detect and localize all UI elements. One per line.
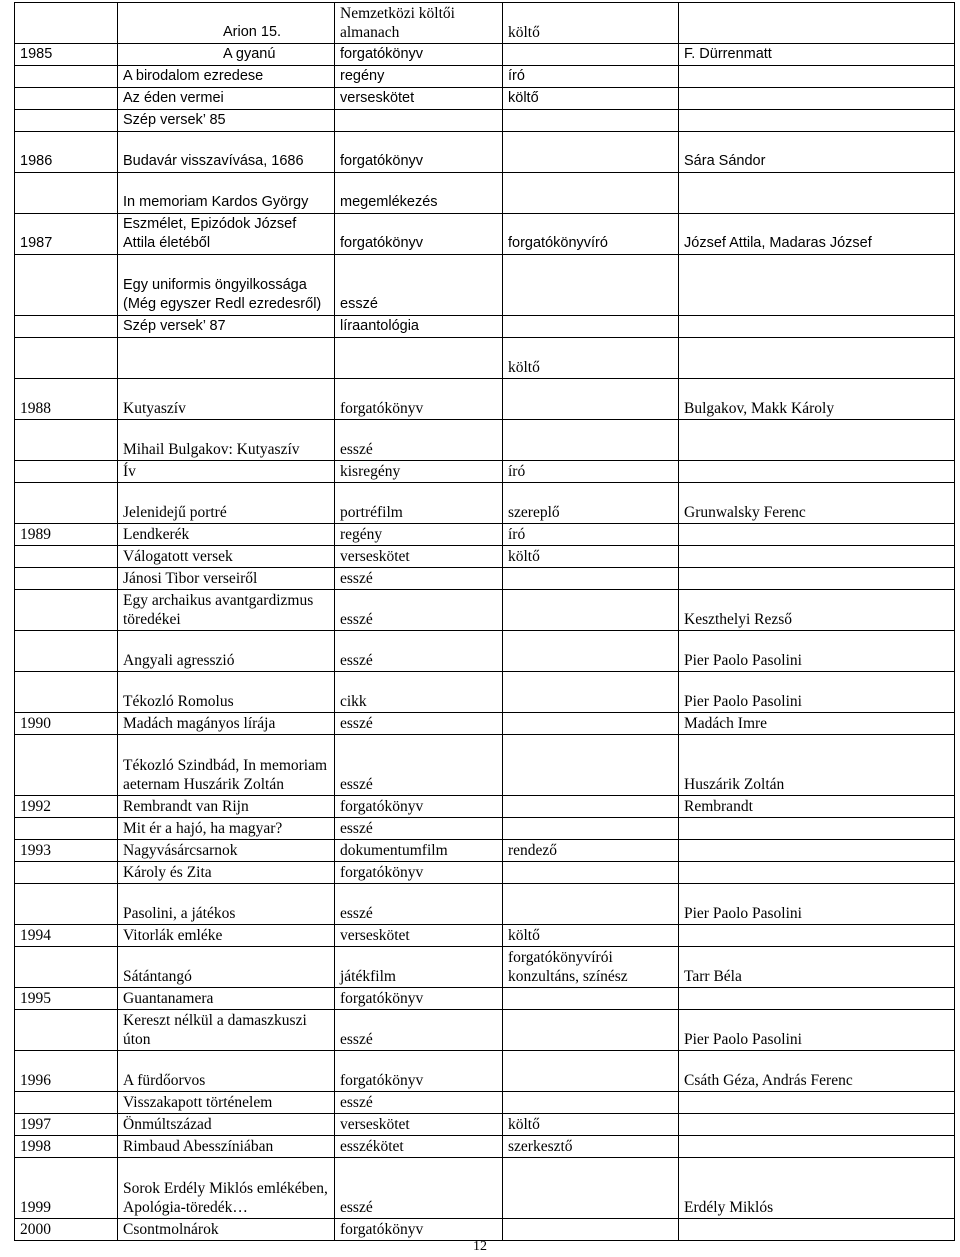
table-row bbox=[15, 1219, 955, 1241]
year-cell: 1997 bbox=[15, 1114, 118, 1136]
table-row bbox=[15, 214, 955, 255]
related-cell: Keszthelyi Rezső bbox=[679, 590, 955, 631]
genre-cell: esszé bbox=[335, 1092, 503, 1114]
year-cell bbox=[15, 818, 118, 840]
role-cell bbox=[503, 110, 679, 132]
title-cell: Madách magányos lírája bbox=[118, 713, 335, 735]
genre-cell: esszé bbox=[335, 255, 503, 316]
year-cell bbox=[15, 338, 118, 379]
filmography-table bbox=[14, 2, 955, 1241]
title-cell: Nagyvásárcsarnok bbox=[118, 840, 335, 862]
title-cell: Önmúltszázad bbox=[118, 1114, 335, 1136]
genre-cell bbox=[335, 338, 503, 379]
year-cell bbox=[15, 316, 118, 338]
table-row bbox=[15, 1010, 955, 1051]
genre-cell: esszé bbox=[335, 420, 503, 461]
related-cell bbox=[679, 1092, 955, 1114]
title-cell: Csontmolnárok bbox=[118, 1219, 335, 1241]
year-cell bbox=[15, 173, 118, 214]
genre-cell: regény bbox=[335, 66, 503, 88]
title-cell: Sorok Erdély Miklós emlékében, Apológia-töredék… bbox=[118, 1158, 335, 1219]
table-body bbox=[15, 3, 955, 1241]
related-cell bbox=[679, 420, 955, 461]
table-row bbox=[15, 631, 955, 672]
genre-cell: verseskötet bbox=[335, 546, 503, 568]
role-cell: költő bbox=[503, 338, 679, 379]
genre-cell: forgatókönyv bbox=[335, 988, 503, 1010]
title-cell: Budavár visszavívása, 1686 bbox=[118, 132, 335, 173]
genre-cell: verseskötet bbox=[335, 88, 503, 110]
table-row bbox=[15, 862, 955, 884]
year-cell bbox=[15, 420, 118, 461]
related-cell bbox=[679, 524, 955, 546]
year-cell bbox=[15, 631, 118, 672]
table-row bbox=[15, 316, 955, 338]
role-cell bbox=[503, 1051, 679, 1092]
related-cell bbox=[679, 1136, 955, 1158]
year-cell: 1992 bbox=[15, 796, 118, 818]
related-cell bbox=[679, 568, 955, 590]
related-cell: Pier Paolo Pasolini bbox=[679, 631, 955, 672]
table-row bbox=[15, 735, 955, 796]
table-row bbox=[15, 796, 955, 818]
title-cell: Ív bbox=[118, 461, 335, 483]
title-cell: A gyanú bbox=[118, 44, 335, 66]
year-cell: 1988 bbox=[15, 379, 118, 420]
role-cell bbox=[503, 420, 679, 461]
related-cell: Pier Paolo Pasolini bbox=[679, 1010, 955, 1051]
table-row bbox=[15, 818, 955, 840]
title-cell: Jelenidejű portré bbox=[118, 483, 335, 524]
table-row bbox=[15, 255, 955, 316]
table-row bbox=[15, 461, 955, 483]
table-row bbox=[15, 672, 955, 713]
year-cell bbox=[15, 546, 118, 568]
genre-cell: esszé bbox=[335, 713, 503, 735]
table-row bbox=[15, 66, 955, 88]
title-cell: Eszmélet, Epizódok József Attila életéből bbox=[118, 214, 335, 255]
title-cell: A birodalom ezredese bbox=[118, 66, 335, 88]
year-cell: 1999 bbox=[15, 1158, 118, 1219]
role-cell bbox=[503, 1092, 679, 1114]
role-cell bbox=[503, 379, 679, 420]
year-cell bbox=[15, 66, 118, 88]
table-row bbox=[15, 110, 955, 132]
title-cell: Rimbaud Abesszíniában bbox=[118, 1136, 335, 1158]
role-cell: költő bbox=[503, 925, 679, 947]
year-cell: 1998 bbox=[15, 1136, 118, 1158]
year-cell bbox=[15, 3, 118, 44]
table-row bbox=[15, 173, 955, 214]
related-cell bbox=[679, 88, 955, 110]
genre-cell: verseskötet bbox=[335, 1114, 503, 1136]
role-cell: forgatókönyvírói konzultáns, színész bbox=[503, 947, 679, 988]
role-cell bbox=[503, 1219, 679, 1241]
year-cell: 1989 bbox=[15, 524, 118, 546]
title-cell: A fürdőorvos bbox=[118, 1051, 335, 1092]
role-cell bbox=[503, 1158, 679, 1219]
year-cell bbox=[15, 255, 118, 316]
title-cell: Tékozló Szindbád, In memoriam aeternam Huszárik Zoltán bbox=[118, 735, 335, 796]
role-cell bbox=[503, 173, 679, 214]
related-cell bbox=[679, 66, 955, 88]
title-cell: Mihail Bulgakov: Kutyaszív bbox=[118, 420, 335, 461]
role-cell: író bbox=[503, 524, 679, 546]
related-cell: Csáth Géza, András Ferenc bbox=[679, 1051, 955, 1092]
table-row bbox=[15, 884, 955, 925]
related-cell bbox=[679, 818, 955, 840]
table-row bbox=[15, 338, 955, 379]
table-row bbox=[15, 1114, 955, 1136]
role-cell: szerkesztő bbox=[503, 1136, 679, 1158]
role-cell bbox=[503, 796, 679, 818]
title-cell: Sátántangó bbox=[118, 947, 335, 988]
genre-cell: forgatókönyv bbox=[335, 796, 503, 818]
year-cell: 1986 bbox=[15, 132, 118, 173]
title-cell bbox=[118, 338, 335, 379]
table-row bbox=[15, 524, 955, 546]
related-cell: József Attila, Madaras József bbox=[679, 214, 955, 255]
genre-cell: megemlékezés bbox=[335, 173, 503, 214]
table-row bbox=[15, 483, 955, 524]
related-cell: Madách Imre bbox=[679, 713, 955, 735]
role-cell bbox=[503, 884, 679, 925]
table-row bbox=[15, 590, 955, 631]
table-row bbox=[15, 947, 955, 988]
genre-cell: forgatókönyv bbox=[335, 214, 503, 255]
role-cell bbox=[503, 862, 679, 884]
title-cell: Az éden vermei bbox=[118, 88, 335, 110]
role-cell bbox=[503, 988, 679, 1010]
year-cell bbox=[15, 672, 118, 713]
genre-cell: dokumentumfilm bbox=[335, 840, 503, 862]
title-cell: Visszakapott történelem bbox=[118, 1092, 335, 1114]
table-row bbox=[15, 1092, 955, 1114]
genre-cell: Nemzetközi költői almanach bbox=[335, 3, 503, 44]
related-cell bbox=[679, 840, 955, 862]
role-cell: forgatókönyvíró bbox=[503, 214, 679, 255]
role-cell: költő bbox=[503, 88, 679, 110]
role-cell: szereplő bbox=[503, 483, 679, 524]
year-cell: 1993 bbox=[15, 840, 118, 862]
related-cell bbox=[679, 546, 955, 568]
title-cell: Jánosi Tibor verseiről bbox=[118, 568, 335, 590]
year-cell bbox=[15, 862, 118, 884]
related-cell bbox=[679, 110, 955, 132]
related-cell bbox=[679, 988, 955, 1010]
related-cell bbox=[679, 862, 955, 884]
genre-cell: forgatókönyv bbox=[335, 862, 503, 884]
role-cell bbox=[503, 255, 679, 316]
role-cell bbox=[503, 590, 679, 631]
title-cell: Pasolini, a játékos bbox=[118, 884, 335, 925]
genre-cell bbox=[335, 110, 503, 132]
genre-cell: forgatókönyv bbox=[335, 1051, 503, 1092]
related-cell: F. Dürrenmatt bbox=[679, 44, 955, 66]
genre-cell: forgatókönyv bbox=[335, 1219, 503, 1241]
table-row bbox=[15, 1136, 955, 1158]
table-row bbox=[15, 132, 955, 173]
related-cell: Bulgakov, Makk Károly bbox=[679, 379, 955, 420]
genre-cell: líraantológia bbox=[335, 316, 503, 338]
table-row bbox=[15, 3, 955, 44]
genre-cell: regény bbox=[335, 524, 503, 546]
related-cell bbox=[679, 338, 955, 379]
table-row bbox=[15, 925, 955, 947]
role-cell bbox=[503, 44, 679, 66]
related-cell bbox=[679, 316, 955, 338]
role-cell bbox=[503, 316, 679, 338]
role-cell: író bbox=[503, 66, 679, 88]
table-row bbox=[15, 568, 955, 590]
year-cell: 1995 bbox=[15, 988, 118, 1010]
genre-cell: esszé bbox=[335, 1010, 503, 1051]
genre-cell: esszé bbox=[335, 568, 503, 590]
year-cell bbox=[15, 88, 118, 110]
genre-cell: játékfilm bbox=[335, 947, 503, 988]
related-cell: Huszárik Zoltán bbox=[679, 735, 955, 796]
table-row bbox=[15, 713, 955, 735]
role-cell bbox=[503, 631, 679, 672]
title-cell: Rembrandt van Rijn bbox=[118, 796, 335, 818]
table-row bbox=[15, 988, 955, 1010]
title-cell: Guantanamera bbox=[118, 988, 335, 1010]
title-cell: Lendkerék bbox=[118, 524, 335, 546]
year-cell bbox=[15, 1010, 118, 1051]
table-row bbox=[15, 1158, 955, 1219]
title-cell: Vitorlák emléke bbox=[118, 925, 335, 947]
genre-cell: esszé bbox=[335, 818, 503, 840]
related-cell: Tarr Béla bbox=[679, 947, 955, 988]
role-cell bbox=[503, 818, 679, 840]
title-cell: Egy uniformis öngyilkossága (Még egyszer Redl ezredesről) bbox=[118, 255, 335, 316]
year-cell bbox=[15, 590, 118, 631]
genre-cell: esszékötet bbox=[335, 1136, 503, 1158]
genre-cell: esszé bbox=[335, 1158, 503, 1219]
genre-cell: esszé bbox=[335, 590, 503, 631]
title-cell: Válogatott versek bbox=[118, 546, 335, 568]
related-cell bbox=[679, 255, 955, 316]
related-cell: Grunwalsky Ferenc bbox=[679, 483, 955, 524]
table-row bbox=[15, 546, 955, 568]
title-cell: Egy archaikus avantgardizmus töredékei bbox=[118, 590, 335, 631]
title-cell: In memoriam Kardos György bbox=[118, 173, 335, 214]
table-row bbox=[15, 1051, 955, 1092]
table-row bbox=[15, 88, 955, 110]
year-cell bbox=[15, 947, 118, 988]
year-cell bbox=[15, 568, 118, 590]
title-cell: Arion 15. bbox=[118, 3, 335, 44]
title-cell: Kutyaszív bbox=[118, 379, 335, 420]
related-cell: Pier Paolo Pasolini bbox=[679, 884, 955, 925]
role-cell bbox=[503, 1010, 679, 1051]
role-cell: költő bbox=[503, 1114, 679, 1136]
role-cell bbox=[503, 735, 679, 796]
genre-cell: forgatókönyv bbox=[335, 44, 503, 66]
role-cell bbox=[503, 132, 679, 173]
genre-cell: kisregény bbox=[335, 461, 503, 483]
year-cell bbox=[15, 1092, 118, 1114]
genre-cell: forgatókönyv bbox=[335, 132, 503, 173]
title-cell: Kereszt nélkül a damaszkuszi úton bbox=[118, 1010, 335, 1051]
year-cell bbox=[15, 884, 118, 925]
title-cell: Szép versek’ 87 bbox=[118, 316, 335, 338]
related-cell bbox=[679, 173, 955, 214]
year-cell: 1994 bbox=[15, 925, 118, 947]
genre-cell: cikk bbox=[335, 672, 503, 713]
related-cell bbox=[679, 3, 955, 44]
title-cell: Angyali agresszió bbox=[118, 631, 335, 672]
role-cell bbox=[503, 672, 679, 713]
title-cell: Szép versek’ 85 bbox=[118, 110, 335, 132]
table-row bbox=[15, 840, 955, 862]
year-cell: 2000 bbox=[15, 1219, 118, 1241]
genre-cell: esszé bbox=[335, 735, 503, 796]
related-cell: Erdély Miklós bbox=[679, 1158, 955, 1219]
related-cell bbox=[679, 1114, 955, 1136]
title-cell: Tékozló Romolus bbox=[118, 672, 335, 713]
role-cell: költő bbox=[503, 3, 679, 44]
genre-cell: portréfilm bbox=[335, 483, 503, 524]
year-cell: 1985 bbox=[15, 44, 118, 66]
genre-cell: esszé bbox=[335, 631, 503, 672]
role-cell bbox=[503, 713, 679, 735]
role-cell: rendező bbox=[503, 840, 679, 862]
table-row bbox=[15, 420, 955, 461]
related-cell bbox=[679, 1219, 955, 1241]
year-cell bbox=[15, 483, 118, 524]
related-cell: Sára Sándor bbox=[679, 132, 955, 173]
year-cell bbox=[15, 110, 118, 132]
related-cell bbox=[679, 461, 955, 483]
year-cell bbox=[15, 461, 118, 483]
genre-cell: verseskötet bbox=[335, 925, 503, 947]
year-cell: 1996 bbox=[15, 1051, 118, 1092]
related-cell: Rembrandt bbox=[679, 796, 955, 818]
related-cell: Pier Paolo Pasolini bbox=[679, 672, 955, 713]
table-row bbox=[15, 44, 955, 66]
title-cell: Mit ér a hajó, ha magyar? bbox=[118, 818, 335, 840]
role-cell bbox=[503, 568, 679, 590]
title-cell: Károly és Zita bbox=[118, 862, 335, 884]
year-cell bbox=[15, 735, 118, 796]
table-row bbox=[15, 379, 955, 420]
role-cell: költő bbox=[503, 546, 679, 568]
year-cell: 1987 bbox=[15, 214, 118, 255]
year-cell: 1990 bbox=[15, 713, 118, 735]
genre-cell: esszé bbox=[335, 884, 503, 925]
genre-cell: forgatókönyv bbox=[335, 379, 503, 420]
page-number: 12 bbox=[473, 1239, 487, 1254]
role-cell: író bbox=[503, 461, 679, 483]
related-cell bbox=[679, 925, 955, 947]
